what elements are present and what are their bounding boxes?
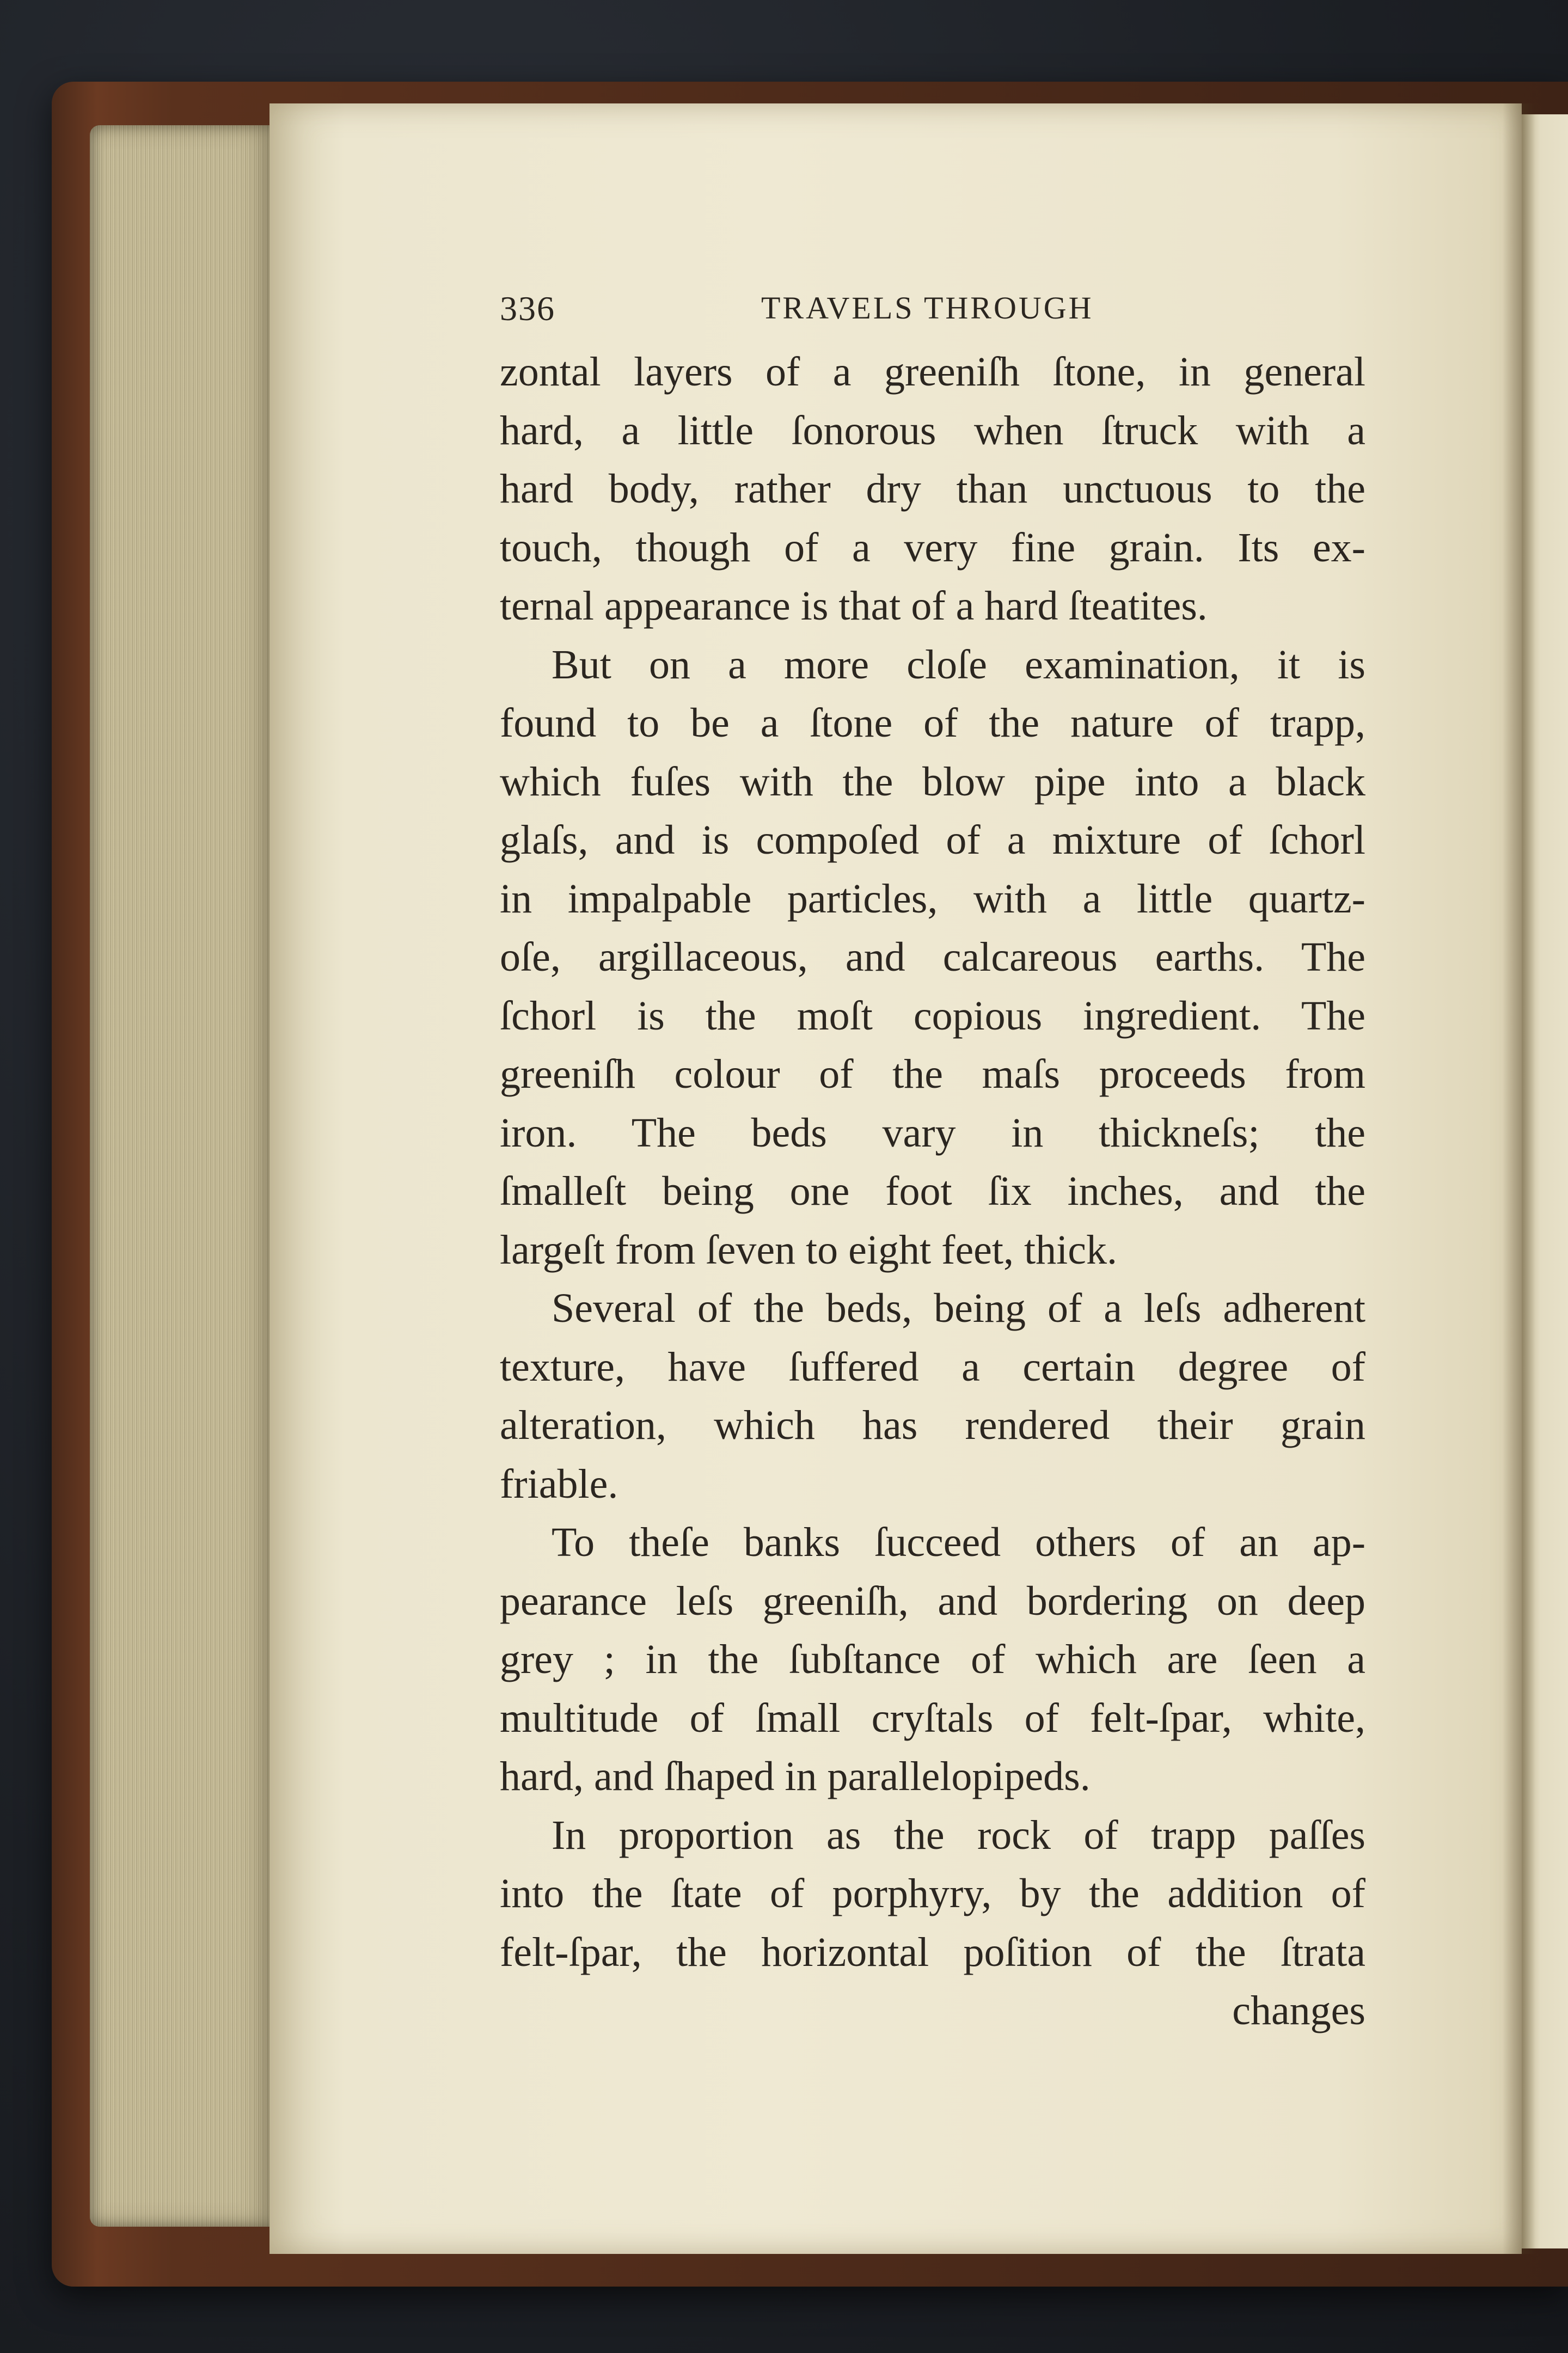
text-line: found to be a ſtone of the nature of trapp, (500, 700, 1365, 746)
page-number: 336 (500, 289, 555, 328)
text-line: hard body, rather dry than unctuous to the (500, 466, 1365, 512)
text-line: ternal appearance is that of a hard ſteatites. (500, 583, 1208, 629)
text-line: ſchorl is the moſt copious ingredient. The (500, 992, 1365, 1039)
text-line: multitude of ſmall cryſtals of felt-ſpar, white, (500, 1695, 1365, 1741)
page-gutter (1503, 103, 1535, 2254)
text-line: hard, and ſhaped in parallelopipeds. (500, 1754, 1091, 1799)
running-head: TRAVELS THROUGH (761, 290, 1094, 326)
text-block (500, 283, 1365, 2041)
text-line: iron. The beds vary in thickneſs; the (500, 1110, 1365, 1156)
text-line: greeniſh colour of the maſs proceeds from (500, 1051, 1365, 1097)
catchword: changes (1232, 1988, 1365, 2033)
text-line: pearance leſs greeniſh, and bordering on deep (500, 1578, 1365, 1624)
text-line: To theſe banks ſucceed others of an ap- (552, 1519, 1365, 1565)
text-line: hard, a little ſonorous when ſtruck with a (500, 407, 1365, 454)
body-text (500, 343, 1365, 1982)
text-line: glaſs, and is compoſed of a mixture of ſchorl (500, 817, 1365, 863)
text-line: touch, though of a very fine grain. Its ex- (500, 524, 1365, 571)
text-line: into the ſtate of porphyry, by the addition of (500, 1871, 1365, 1916)
text-line: ſmalleſt being one foot ſix inches, and the (500, 1168, 1365, 1214)
text-line: which fuſes with the blow pipe into a black (500, 758, 1365, 805)
text-line: texture, have ſuffered a certain degree of (500, 1344, 1365, 1390)
text-line: grey ; in the ſubſtance of which are ſeen a (500, 1637, 1365, 1682)
text-line: Several of the beds, being of a leſs adherent (552, 1285, 1365, 1331)
text-line: zontal layers of a greeniſh ſtone, in general (500, 349, 1365, 395)
text-line: In proportion as the rock of trapp paſſes (552, 1812, 1365, 1858)
page-header (500, 283, 1365, 343)
page-edges (90, 125, 275, 2227)
text-line: oſe, argillaceous, and calcareous earths. The (500, 934, 1365, 980)
text-line: alteration, which has rendered their grain (500, 1402, 1365, 1448)
text-line: largeſt from ſeven to eight feet, thick. (500, 1227, 1117, 1273)
text-line: felt-ſpar, the horizontal poſition of the ſtrata (500, 1929, 1365, 1975)
text-line: in impalpable particles, with a little quartz- (500, 875, 1365, 922)
text-line: friable. (500, 1461, 618, 1507)
text-line: But on a more cloſe examination, it is (552, 641, 1365, 688)
